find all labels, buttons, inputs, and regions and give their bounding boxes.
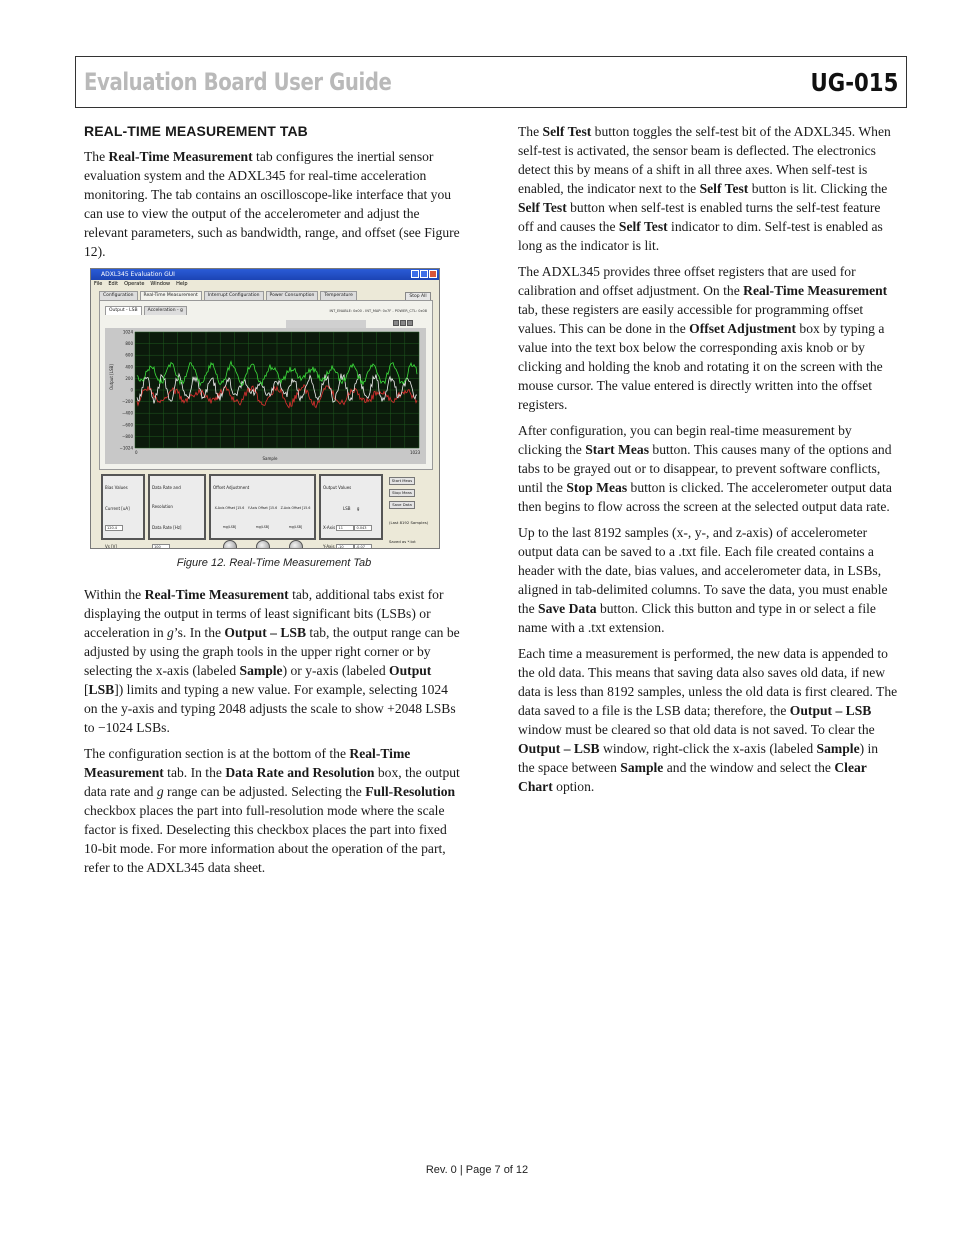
x-max-label: 1023 xyxy=(410,450,421,455)
header-title: Evaluation Board User Guide xyxy=(84,68,392,96)
x-axis-label: Sample xyxy=(262,456,278,461)
left-column xyxy=(84,122,464,884)
paragraph-offset: The ADXL345 provides three offset registers that are used for calibration and offset adjustment. On the Real-Time Measurement tab, these registers are easily accessible for programming offset values. This can be done in the Offset Adjustment box by typing a value into the text box below the corresponding axis knob or by clicking and holding the knob and rotating it on the screen with the mouse cursor. The value entered is directly written into the offset registers. xyxy=(518,264,888,412)
zoom-icon xyxy=(393,320,399,326)
fig-config-section xyxy=(99,472,433,549)
cursor-icon xyxy=(407,320,413,326)
x-min-label: 0 xyxy=(135,450,138,455)
paragraph-output-tabs: Within the Real-Time Measurement tab, additional tabs exist for displaying the output in terms of least significant bits (LSBs) or acceleration in g’s. In the Output – LSB tab, the output range can be adjusted by using the graph tools in the upper right corner or by selecting the x-axis (labeled Sample) or y-axis (labeled Output [LSB]) limits and typing a new value. For example, selecting 1024 on the y-axis and typing 2048 adjusts the scale to show +2048 LSBs to −1024 LSBs. xyxy=(84,587,460,735)
paragraph-self-test: The Self Test button toggles the self-test bit of the ADXL345. When self-test is activated, the sensor beam is deflected. The electronics detect this by means of a shift in all three axes. When self-test is enabled, the indicator next to the Self Test button is lit. Clicking the Self Test button when self-test is enabled turns the self-test feature off and causes the Self Test indicator to dim. Self-test is enabled as long as the indicator is lit. xyxy=(518,124,891,253)
y-axis-label: Output [LSB] xyxy=(109,364,114,390)
fig-meas-buttons: Start Meas Stop Meas Save Data (Last 8192 Samples) Saved as *.txt xyxy=(389,478,429,544)
z-offset-knob-icon xyxy=(289,540,303,549)
fig-window-titlebar: ADXL345 Evaluation GUI xyxy=(91,269,439,280)
y-tick-label: −200 xyxy=(122,399,133,405)
y-tick-label: −800 xyxy=(122,433,133,439)
paragraph-save-data: Up to the last 8192 samples (x-, y-, and z-axis) of accelerometer output data can be saved to a .txt file. Each file created contains a header with the date, bias values, and accelerometer data, in LSBs, aligned in tab-delimited columns. To save the data, you must enable the Save Data button. Click this button and type in or select a file name with a .txt extension. xyxy=(518,525,888,635)
page-header xyxy=(75,56,907,108)
fig-offset-group: Offset Adjustment X-Axis Offset [15.6 mg/LSB] Y-Axis Offset [15.6 mg/LSB] Z-Axis Offset [15.6 mg/LSB] xyxy=(209,474,316,540)
fig-graph-tools xyxy=(393,320,413,326)
maximize-icon xyxy=(420,270,428,278)
paragraph-start-meas: After configuration, you can begin real-time measurement by clicking the Start Meas button. This causes many of the options and tabs to be grayed out or to disappear, to prevent software conflicts, until the Stop Meas button is clicked. The accelerometer output data then begins to flow across the screen at the selected output data rate. xyxy=(518,423,892,514)
y-offset-knob-icon xyxy=(256,540,270,549)
hand-icon xyxy=(400,320,406,326)
fig-status-text: INT_ENABLE: 0x00 - INT_MAP: 0x7F - POWER_CTL: 0x08 xyxy=(329,309,427,313)
fig-output-group: Output Values LSB g X-Axis 11 0.043 Y-Axis -10 -0.07 xyxy=(319,474,383,540)
y-tick-label: 1024 xyxy=(122,329,133,335)
close-icon xyxy=(429,270,437,278)
paragraph-configuration: The configuration section is at the bottom of the Real-Time Measurement tab. In the Data Rate and Resolution box, the output data rate and g range can be adjusted. Selecting the Full-Resolution checkbox places the part into full-resolution mode where the scale factor is fixed. Deselecting this checkbox places the part into fixed 10-bit mode. For more information about the operation of the part, refer to the ADXL345 data sheet. xyxy=(84,746,460,875)
page-footer: Rev. 0 | Page 7 of 12 xyxy=(425,1164,529,1176)
figure-screenshot xyxy=(90,268,440,549)
paragraph-clear-chart: Each time a measurement is performed, the new data is appended to the old data. This means that saving data also saves old data, if new data is less than 8192 samples, unless the old data is first cleared. The data saved to a file is the LSB data; therefore, the Output – LSB window must be cleared so that old data is not saved. To clear the Output – LSB window, right-click the x-axis (labeled Sample) in the space between Sample and the window and select the Clear Chart option. xyxy=(518,646,898,794)
y-tick-label: 200 xyxy=(125,375,133,381)
fig-waveform-chart xyxy=(105,328,426,464)
fig-stop-all: Stop All xyxy=(405,292,431,301)
y-tick-label: 600 xyxy=(125,352,133,358)
header-doc-id: UG-015 xyxy=(810,67,898,97)
right-column xyxy=(518,122,898,803)
y-tick-label: 400 xyxy=(125,364,133,370)
fig-subtabs: Output - LSB Acceleration - g xyxy=(105,306,189,315)
section-title: REAL-TIME MEASUREMENT TAB xyxy=(84,123,308,139)
paragraph-intro: The Real-Time Measurement tab configures the inertial sensor evaluation system and the ADXL345 for real-time acceleration monitoring. The tab contains an oscilloscope-like interface that you can use to view the output of the accelerometer and adjust the relevant parameters, such as bandwidth, range, and offset (see Figure 12). xyxy=(84,149,460,259)
fig-rate-group: Data Rate and Resolution Data Rate [Hz] 100 xyxy=(148,474,206,540)
y-tick-label: −1024 xyxy=(119,445,133,451)
fig-menubar: File Edit Operate Window Help xyxy=(94,281,188,287)
y-tick-label: 0 xyxy=(130,387,133,393)
fig-main-tabs: Configuration Real-Time Measurement Interrupt Configuration Power Consumption Temperature xyxy=(99,291,359,300)
minimize-icon xyxy=(411,270,419,278)
figure-caption: Figure 12. Real-Time Measurement Tab xyxy=(176,557,372,569)
fig-bias-group: Bias Values Current [uA] 120.4 Vs [V] xyxy=(101,474,145,540)
x-offset-knob-icon xyxy=(223,540,237,549)
y-tick-label: 800 xyxy=(125,341,133,347)
y-tick-label: −400 xyxy=(122,410,133,416)
waveform-svg xyxy=(105,328,426,464)
y-tick-label: −600 xyxy=(122,422,133,428)
